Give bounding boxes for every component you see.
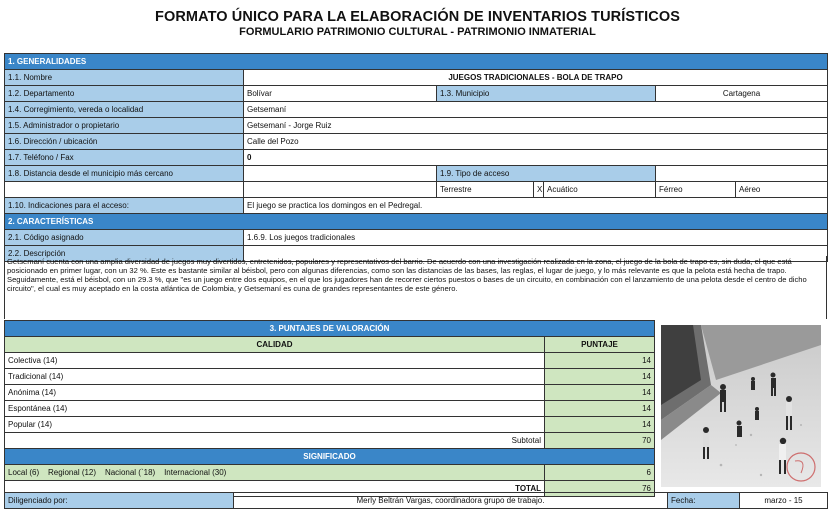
calidad-item: Anónima (14) (5, 385, 545, 401)
direccion-label: 1.6. Dirección / ubicación (5, 134, 244, 150)
calidad-item: Colectiva (14) (5, 353, 545, 369)
calidad-item: Tradicional (14) (5, 369, 545, 385)
distancia-value (244, 166, 437, 182)
section-puntajes: 3. PUNTAJES DE VALORACIÓN (5, 321, 655, 337)
calidad-item: Espontánea (14) (5, 401, 545, 417)
sig-local: Local (6) (8, 467, 40, 477)
descripcion-text: Getsemaní cuenta con una amplia diversidad de juegos muy divertidos, entretenidos, populares y representativos del barrio. De acuerdo con una investigación realizada en la zona, el juego de la bola de trapo es, sin duda, el que está posicionado en primer lugar, con un 32 %. Este es bastante similar al béisbol, pero con algunas diferencias, como son las distancias de las bases, las reglas, el lugar de juego, y lo más relevante es que la pelota está hecha de trapo. Seguidamente, está el béisbol, con un 29.3 %, que "es un juego entre dos equipos, en el que los jugadores han de recorrer ciertos puestos o bases de un circuito, en combinación con el lanzamiento de una pelota desde el centro de dicho circuito", el cual es muy aceptado en la costa atlántica de Colombia, y Getsemaní es cuna de grandes representantes de este género. (4, 256, 827, 319)
codigo-label: 2.1. Código asignado (5, 230, 244, 246)
fecha-value: marzo - 15 (740, 493, 828, 509)
acceso-terrestre: Terrestre (437, 182, 534, 198)
nombre-label: 1.1. Nombre (5, 70, 244, 86)
indicaciones-value: El juego se practica los domingos en el Pedregal. (244, 198, 828, 214)
generalidades-table (4, 53, 828, 262)
diligenciado-label: Diligenciado por: (5, 493, 234, 509)
municipio-label: 1.3. Municipio (437, 86, 656, 102)
corregimiento-value: Getsemaní (244, 102, 828, 118)
descripcion-label: 2.2. Descripción (5, 246, 244, 262)
subtotal-label: Subtotal (5, 433, 545, 449)
acceso-aereo: Aéreo (736, 182, 828, 198)
subtotal-value: 70 (545, 433, 655, 449)
administrador-label: 1.5. Administrador o propietario (5, 118, 244, 134)
acceso-terrestre-mark: X (534, 182, 544, 198)
acceso-ferreo: Férreo (656, 182, 736, 198)
indicaciones-label: 1.10. Indicaciones para el acceso: (5, 198, 244, 214)
page-subtitle: FORMULARIO PATRIMONIO CULTURAL - PATRIMONIO INMATERIAL (239, 26, 596, 38)
significado-value: 6 (545, 465, 655, 481)
calidad-score: 14 (545, 353, 655, 369)
significado-options (5, 465, 545, 481)
calidad-score: 14 (545, 385, 655, 401)
significado-header: SIGNIFICADO (5, 449, 655, 465)
tipo-acceso-label: 1.9. Tipo de acceso (437, 166, 656, 182)
street-game-photo (661, 325, 821, 487)
section-generalidades: 1. GENERALIDADES (5, 54, 828, 70)
administrador-value: Getsemaní - Jorge Ruiz (244, 118, 828, 134)
section-caracteristicas: 2. CARACTERÍSTICAS (5, 214, 828, 230)
acceso-acuatico: Acuático (544, 182, 656, 198)
sig-nacional: Nacional (`18) (104, 467, 156, 477)
puntajes-table (4, 320, 655, 497)
sig-regional: Regional (12) (48, 467, 97, 477)
diligenciado-value: Merly Beltrán Vargas, coordinadora grupo de trabajo. (234, 493, 668, 509)
calidad-score: 14 (545, 417, 655, 433)
calidad-score: 14 (545, 401, 655, 417)
telefono-label: 1.7. Teléfono / Fax (5, 150, 244, 166)
departamento-value: Bolívar (244, 86, 437, 102)
page-title: FORMATO ÚNICO PARA LA ELABORACIÓN DE INVENTARIOS TURÍSTICOS (155, 9, 680, 25)
calidad-score: 14 (545, 369, 655, 385)
calidad-item: Popular (14) (5, 417, 545, 433)
tipo-acceso-value (656, 166, 828, 182)
codigo-value: 1.6.9. Los juegos tradicionales (244, 230, 828, 246)
direccion-value: Calle del Pozo (244, 134, 828, 150)
nombre-value: JUEGOS TRADICIONALES - BOLA DE TRAPO (244, 70, 828, 86)
distancia-label: 1.8. Distancia desde el municipio más cercano (5, 166, 244, 182)
sig-internacional: Internacional (30) (164, 467, 227, 477)
acceso-blank (5, 182, 244, 198)
total-label: TOTAL (5, 481, 545, 497)
acceso-blank-2 (244, 182, 437, 198)
municipio-value: Cartagena (656, 86, 828, 102)
corregimiento-label: 1.4. Corregimiento, vereda o localidad (5, 102, 244, 118)
calidad-header: CALIDAD (5, 337, 545, 353)
total-value: 76 (545, 481, 655, 497)
puntaje-header: PUNTAJE (545, 337, 655, 353)
departamento-label: 1.2. Departamento (5, 86, 244, 102)
telefono-value: 0 (244, 150, 828, 166)
fecha-label: Fecha: (668, 493, 740, 509)
footer-table (4, 492, 828, 509)
